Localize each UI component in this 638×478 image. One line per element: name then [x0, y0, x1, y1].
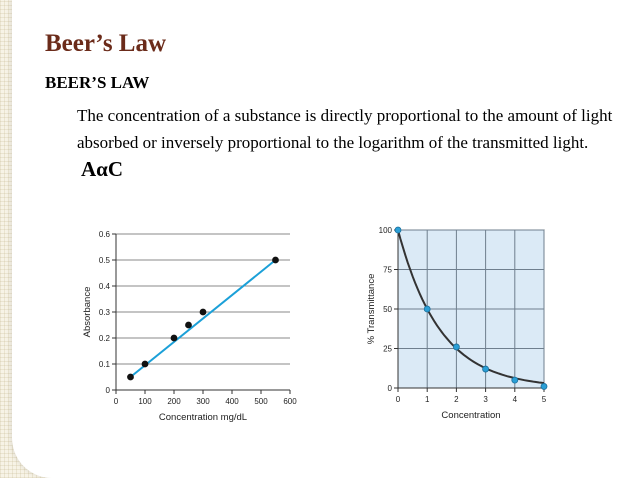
x-tick-label: 1 [424, 395, 430, 404]
x-tick-label: 3 [483, 395, 488, 404]
y-tick-label: 0.4 [98, 282, 110, 291]
data-point [541, 383, 547, 389]
slide-subheading: BEER’S LAW [45, 73, 150, 92]
x-axis-label: Concentration mg/dL [158, 412, 248, 423]
data-point [200, 309, 206, 315]
y-tick-label: 0 [387, 384, 392, 393]
data-point [128, 374, 134, 380]
series-line [131, 260, 276, 377]
y-tick-label: 0.1 [98, 360, 110, 369]
x-tick-label: 5 [541, 395, 547, 404]
x-tick-label: 100 [138, 397, 152, 406]
y-tick-label: 100 [378, 226, 392, 235]
y-tick-label: 0.6 [98, 230, 110, 239]
y-axis-label: Absorbance [82, 286, 93, 338]
y-axis-label: % Transmittance [366, 273, 377, 345]
absorbance-chart [78, 222, 318, 432]
formula-text: AαC [81, 157, 124, 181]
x-tick-label: 200 [167, 397, 181, 406]
x-tick-label: 600 [283, 397, 297, 406]
data-point [483, 366, 489, 372]
x-axis-label: Concentration [441, 410, 501, 421]
y-tick-label: 25 [383, 344, 392, 354]
slide-title: Beer’s Law [45, 30, 167, 57]
y-tick-label: 0.5 [98, 256, 110, 265]
data-point [512, 377, 518, 383]
data-point [171, 335, 177, 341]
y-tick-label: 50 [383, 305, 392, 314]
x-tick-label: 500 [254, 397, 268, 406]
y-tick-label: 75 [383, 265, 392, 275]
x-tick-label: 400 [225, 397, 239, 406]
data-point [142, 361, 148, 367]
data-point [186, 322, 192, 328]
x-tick-label: 4 [512, 395, 518, 404]
x-tick-label: 300 [196, 397, 210, 406]
y-tick-label: 0.2 [98, 334, 110, 343]
data-point [424, 306, 430, 312]
data-point [453, 344, 459, 350]
x-tick-label: 0 [395, 395, 401, 404]
y-tick-label: 0 [105, 386, 110, 395]
data-point [395, 227, 401, 233]
x-tick-label: 2 [454, 395, 459, 404]
transmittance-chart [360, 222, 560, 432]
slide-body [77, 102, 617, 184]
x-tick-label: 0 [113, 397, 119, 406]
data-point [273, 257, 279, 263]
body-text: The concentration of a substance is directly proportional to the amount of light absorbed or inversely proportional to the logarithm of the transmitted light. [77, 106, 613, 152]
y-tick-label: 0.3 [98, 308, 110, 317]
